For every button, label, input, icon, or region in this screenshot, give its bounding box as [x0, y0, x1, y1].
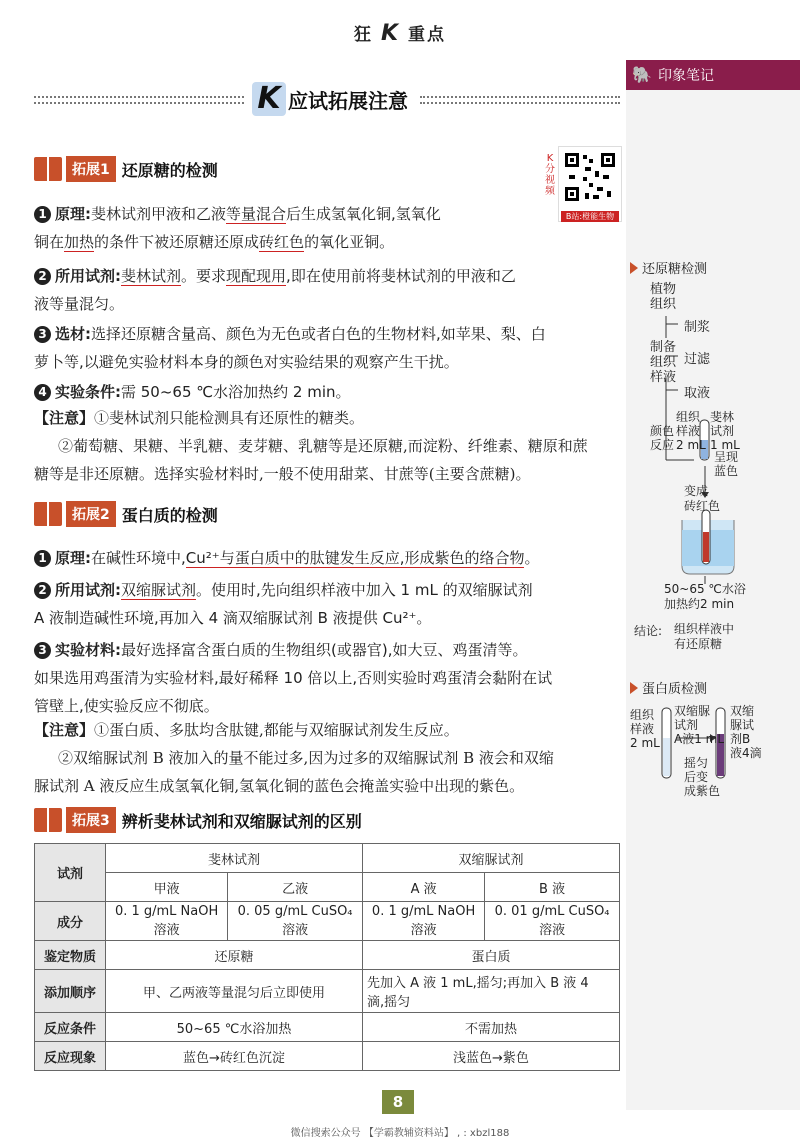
table-row [35, 1013, 620, 1042]
ext1-condition: 4 实验条件:需 50~65 ℃水浴加热约 2 min。 [34, 378, 614, 406]
sugar-label-plant: 植物 组织 [650, 282, 677, 312]
number-2-icon: 2 [34, 582, 51, 599]
ext2-note: 【注意】①蛋白质、多肽均含肽键,都能与双缩脲试剂发生反应。 [34, 721, 459, 739]
table-row [35, 941, 620, 970]
number-1-icon: 1 [34, 550, 51, 567]
sugar-label-prep: 制备 组织 样液 [650, 340, 677, 385]
sugar-label-pulp: 制浆 [684, 320, 711, 335]
sugar-label-take: 取液 [684, 386, 711, 401]
table-row [35, 873, 620, 902]
table-header: 鉴定物质 [35, 941, 106, 970]
qr-code-icon [559, 147, 621, 207]
ext3-title: 辨析斐林试剂和双缩脲试剂的区别 [121, 811, 362, 831]
ext3-tag [34, 806, 362, 834]
sugar-conclusion: 组织样液中 有还原糖 [674, 622, 735, 651]
table-cell: 0. 1 g/mL NaOH 溶液 [362, 902, 484, 941]
notes-header [626, 60, 800, 90]
table-cell: 0. 01 g/mL CuSO₄ 溶液 [485, 902, 620, 941]
sugar-label-blue: 呈现 蓝色 [714, 450, 739, 478]
table-cell: 0. 05 g/mL CuSO₄ 溶液 [228, 902, 363, 941]
book-icon [34, 502, 62, 526]
protein-label-result: 摇匀 后变 成紫色 [684, 756, 721, 798]
divider-right [420, 96, 620, 98]
footer-text: 微信搜索公众号 【学霸教辅资料站】 , : xbzl188 [290, 1128, 510, 1139]
elephant-icon: 🐘 [632, 65, 652, 84]
sugar-test-title: 还原糖检测 [630, 258, 707, 277]
table-cell: 50~65 ℃水浴加热 [106, 1013, 363, 1042]
ext2-note-2: ②双缩脲试剂 B 液加入的量不能过多,因为过多的双缩脲试剂 B 液会和双缩 [58, 749, 554, 767]
table-cell: 乙液 [228, 873, 363, 902]
section-k-logo: K [252, 82, 286, 116]
ext2-principle: 1 原理:在碱性环境中,Cu²⁺与蛋白质中的肽键发生反应,形成紫色的络合物。 [34, 544, 614, 572]
sugar-label-fehling: 斐林 试剂 1 mL [710, 410, 740, 452]
header-k: K [380, 21, 401, 46]
sugar-conclusion-label: 结论: [634, 624, 663, 638]
ext1-reagent: 2 所用试剂:斐林试剂。要求现配现用,即在使用前将斐林试剂的甲液和乙 [34, 262, 614, 290]
protein-label-sample: 组织 样液 2 mL [630, 708, 660, 750]
table-cell: 0. 1 g/mL NaOH 溶液 [106, 902, 228, 941]
number-1-icon: 1 [34, 206, 51, 223]
table-header: 试剂 [35, 844, 106, 902]
table-cell: 还原糖 [106, 941, 363, 970]
table-row [35, 844, 620, 873]
table-cell: A 液 [362, 873, 484, 902]
ext1-tag [34, 155, 218, 183]
sugar-label-bath: 50~65 ℃水浴 加热约2 min [664, 582, 746, 611]
protein-test-title: 蛋白质检测 [630, 678, 707, 697]
ext2-title: 蛋白质的检测 [121, 505, 218, 525]
divider-left [34, 96, 244, 98]
comparison-table [34, 843, 620, 1071]
ext1-note-3: 糖等是非还原糖。选择实验材料时,一般不使用甜菜、甘蔗等(主要含蔗糖)。 [34, 465, 531, 483]
table-cell: 甲、乙两液等量混匀后立即使用 [106, 970, 363, 1013]
divider-right-2 [420, 102, 620, 104]
qr-code[interactable] [545, 146, 622, 222]
number-2-icon: 2 [34, 268, 51, 285]
notes-header-label: 印象笔记 [658, 68, 714, 84]
sugar-label-color: 颜色 反应 [650, 424, 675, 452]
ext1-number: 拓展1 [66, 156, 116, 182]
page-number: 8 [382, 1090, 414, 1114]
section-title [252, 82, 408, 116]
divider-left-2 [34, 102, 244, 104]
table-header: 反应现象 [35, 1042, 106, 1071]
triangle-icon [630, 682, 638, 694]
table-cell: B 液 [485, 873, 620, 902]
header-right: 重点 [407, 25, 446, 45]
table-cell: 斐林试剂 [106, 844, 363, 873]
table-row [35, 902, 620, 941]
book-icon [34, 157, 62, 181]
ext2-material-cont: 如果选用鸡蛋清为实验材料,最好稀释 10 倍以上,否则实验时鸡蛋清会黏附在试 [34, 669, 553, 687]
ext1-note-2: ②葡萄糖、果糖、半乳糖、麦芽糖、乳糖等是还原糖,而淀粉、纤维素、糖原和蔗 [58, 437, 588, 455]
sugar-label-filter: 过滤 [684, 352, 711, 367]
section-title-text: 应试拓展注意 [288, 89, 408, 113]
ext1-reagent-cont: 液等量混匀。 [34, 295, 125, 313]
table-header: 成分 [35, 902, 106, 941]
table-cell: 浅蓝色→紫色 [362, 1042, 619, 1071]
protein-label-b: 双缩 脲试 剂B 液4滴 [730, 704, 762, 760]
number-3-icon: 3 [34, 642, 51, 659]
table-row [35, 1042, 620, 1071]
ext1-title: 还原糖的检测 [121, 160, 218, 180]
table-header: 添加顺序 [35, 970, 106, 1013]
ext2-number: 拓展2 [66, 501, 116, 527]
header-left: 狂 [354, 25, 374, 45]
sugar-label-brick: 变成 砖红色 [684, 484, 721, 513]
sugar-label-sample: 组织 样液 2 mL [676, 410, 706, 452]
ext2-material: 3 实验材料:最好选择富含蛋白质的生物组织(或器官),如大豆、鸡蛋清等。 [34, 636, 614, 664]
ext2-reagent-cont: A 液制造碱性环境,再加入 4 滴双缩脲试剂 B 液提供 Cu²⁺。 [34, 609, 432, 627]
table-cell: 蓝色→砖红色沉淀 [106, 1042, 363, 1071]
ext1-material: 3 选材:选择还原糖含量高、颜色为无色或者白色的生物材料,如苹果、梨、白 [34, 320, 614, 348]
ext3-number: 拓展3 [66, 807, 116, 833]
table-cell: 甲液 [106, 873, 228, 902]
ext2-tag [34, 500, 218, 528]
table-cell: 蛋白质 [362, 941, 619, 970]
ext2-reagent: 2 所用试剂:双缩脲试剂。使用时,先向组织样液中加入 1 mL 的双缩脲试剂 [34, 576, 614, 604]
ext1-note: 【注意】①斐林试剂只能检测具有还原性的糖类。 [34, 409, 365, 427]
ext1-material-cont: 萝卜等,以避免实验材料本身的颜色对实验结果的观察产生干扰。 [34, 353, 459, 371]
protein-label-biuret: 双缩脲 试剂 A液1 mL [674, 704, 725, 746]
running-header [0, 20, 800, 46]
table-cell: 双缩脲试剂 [362, 844, 619, 873]
book-icon [34, 808, 62, 832]
number-4-icon: 4 [34, 384, 51, 401]
number-3-icon: 3 [34, 326, 51, 343]
ext1-principle-cont: 铜在加热的条件下被还原糖还原成砖红色的氧化亚铜。 [34, 233, 395, 251]
qr-caption: B站:橙能生物 [561, 211, 619, 222]
ext2-material-cont-2: 管壁上,使实验反应不彻底。 [34, 697, 219, 715]
ext1-principle: 1 原理:斐林试剂甲液和乙液等量混合后生成氢氧化铜,氢氧化 [34, 200, 544, 228]
table-cell: 不需加热 [362, 1013, 619, 1042]
video-label: K分视频 [545, 153, 555, 197]
table-cell: 先加入 A 液 1 mL,摇匀;再加入 B 液 4 滴,摇匀 [362, 970, 619, 1013]
table-header: 反应条件 [35, 1013, 106, 1042]
ext2-note-3: 脲试剂 A 液反应生成氢氧化铜,氢氧化铜的蓝色会掩盖实验中出现的紫色。 [34, 777, 525, 795]
table-row [35, 970, 620, 1013]
